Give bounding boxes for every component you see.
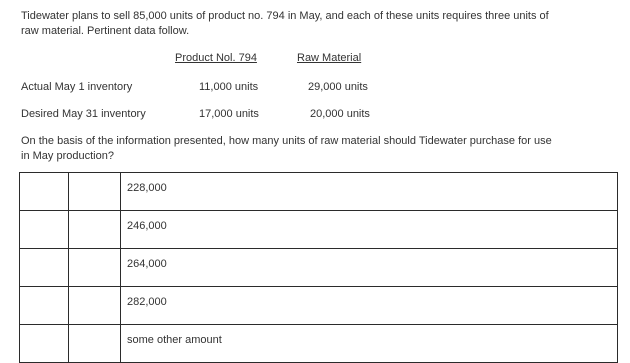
header-product: Product Nol. 794 [175,52,257,64]
row-actual-product: 11,000 units [199,81,259,93]
option-marker-cell[interactable] [69,211,121,248]
option-marker-cell[interactable] [69,173,121,210]
option-text[interactable]: 246,000 [121,211,618,248]
row-label-actual: Actual May 1 inventory [21,81,133,93]
question-line-2: in May production? [21,149,114,162]
option-marker-cell[interactable] [69,249,121,286]
answer-option-1[interactable] [19,173,618,211]
answer-option-3[interactable] [19,249,618,287]
row-desired-product: 17,000 units [199,108,259,120]
option-selector-cell[interactable] [19,173,69,210]
intro-line-2: raw material. Pertinent data follow. [21,24,190,37]
question-text [21,134,621,163]
row-desired-raw: 20,000 units [310,108,370,120]
header-raw-material: Raw Material [297,52,362,64]
answer-option-5[interactable] [19,325,618,363]
intro-line-1: Tidewater plans to sell 85,000 units of product no. 794 in May, and each of these units requires three units of [21,10,549,22]
answer-option-4[interactable] [19,287,618,325]
option-selector-cell[interactable] [19,287,69,324]
option-marker-cell[interactable] [69,325,121,362]
option-selector-cell[interactable] [19,325,69,362]
option-selector-cell[interactable] [19,249,69,286]
answer-options [19,172,618,363]
option-text[interactable]: 264,000 [121,249,618,286]
question-line-1: On the basis of the information presented, how many units of raw material should Tidewater purchase for use [21,135,552,147]
option-marker-cell[interactable] [69,287,121,324]
answer-option-2[interactable] [19,211,618,249]
option-text[interactable]: 282,000 [121,287,618,324]
option-text[interactable]: some other amount [121,325,618,362]
option-text[interactable]: 228,000 [121,173,618,210]
problem-intro [21,9,621,38]
row-label-desired: Desired May 31 inventory [21,108,146,120]
option-selector-cell[interactable] [19,211,69,248]
row-actual-raw: 29,000 units [308,81,368,93]
